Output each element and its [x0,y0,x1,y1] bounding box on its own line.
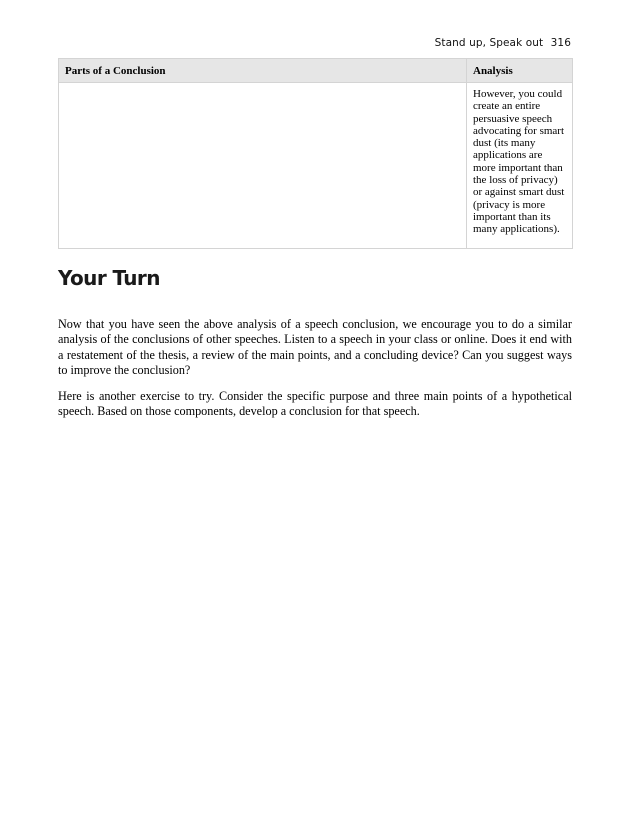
analysis-line: more important than [473,161,563,174]
book-title: Stand up, Speak out [434,37,544,49]
section-heading: Your Turn [58,266,160,290]
analysis-line: important than its [473,210,551,223]
column-header-analysis: Analysis [467,59,573,83]
analysis-line: (privacy is more [473,198,546,211]
analysis-line: dust (its many [473,137,536,150]
running-header [435,37,571,49]
page-number: 316 [550,37,571,49]
part-cell [59,83,467,249]
analysis-line: create an entire [473,100,541,113]
analysis-cell [467,83,573,249]
analysis-line: applications are [473,149,543,162]
column-header-parts: Parts of a Conclusion [59,59,467,83]
analysis-line: the loss of privacy) [473,174,558,187]
body-paragraph: Here is another exercise to try. Consider the specific purpose and three main points of a hypothetical speech. Based on those components, develop a conclusion for that speech. [58,389,572,419]
table-header-row [59,59,573,83]
analysis-line: persuasive speech [473,112,553,125]
analysis-line: advocating for smart [473,124,565,137]
body-paragraph: Now that you have seen the above analysis of a speech conclusion, we encourage you to do a similar analysis of the conclusions of other speeches. Listen to a speech in your class or online. Does it end with a restatement of the thesis, a review of the main points, and a concluding device? Can you suggest ways to improve the conclusion? [58,317,572,378]
conclusion-analysis-table [58,58,573,249]
table-row [59,83,573,249]
analysis-line: However, you could [473,88,563,100]
analysis-line: or against smart dust [473,186,565,199]
analysis-line: many applications). [473,223,560,236]
